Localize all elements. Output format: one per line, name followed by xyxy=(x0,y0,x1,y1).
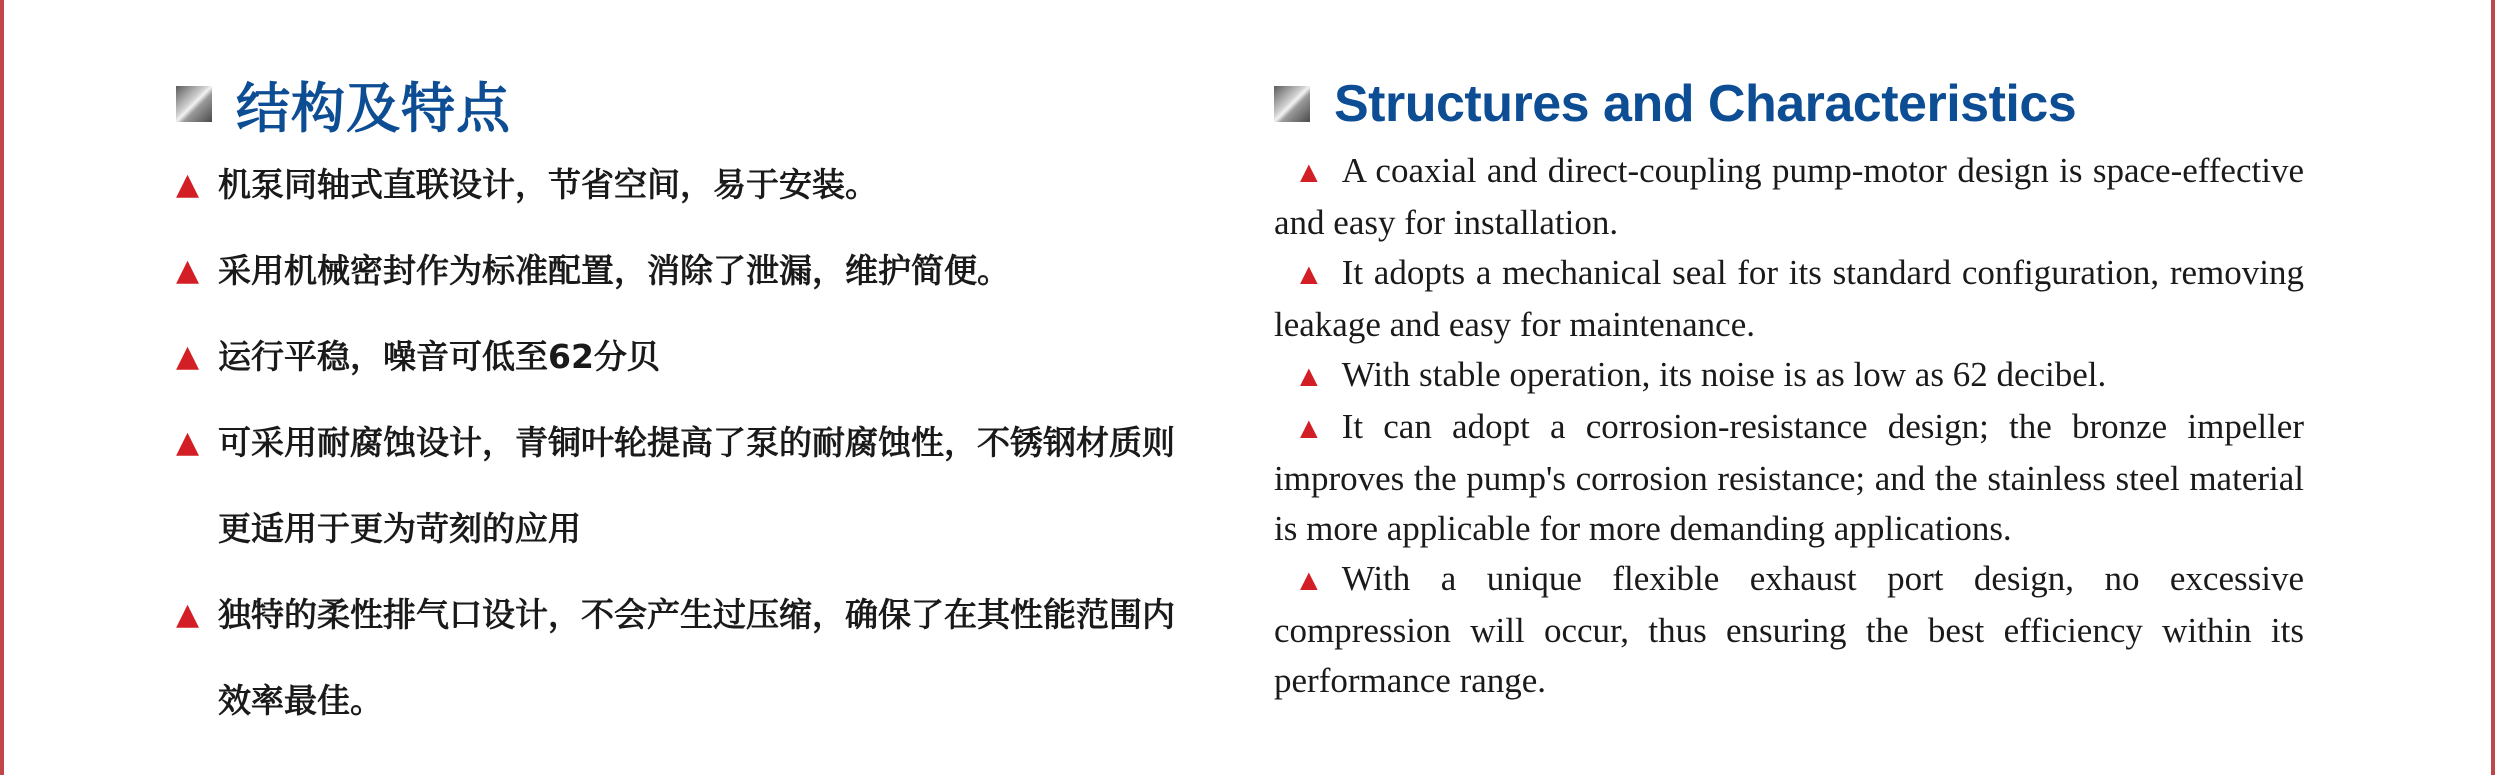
english-feature-text: It adopts a mechanical seal for its standard configuration, removing leakage and easy for maintenance. xyxy=(1274,253,2304,344)
chinese-feature-text: 独特的柔性排气口设计，不会产生过压缩，确保了在其性能范围内效率最佳。 xyxy=(218,595,1175,720)
triangle-bullet-icon: ▲ xyxy=(176,339,200,374)
english-feature-text: With stable operation, its noise is as low as 62 decibel. xyxy=(1341,355,2107,394)
english-feature-text: A coaxial and direct-coupling pump-motor design is space-effective and easy for installation. xyxy=(1274,151,2304,242)
english-feature-item xyxy=(1274,402,2304,554)
english-heading-text: Structures and Characteristics xyxy=(1334,75,2077,133)
english-feature-item xyxy=(1274,146,2304,248)
chinese-feature-item xyxy=(176,142,1196,228)
english-feature-item xyxy=(1274,350,2304,402)
chinese-heading-text: 结构及特点 xyxy=(236,76,511,140)
english-feature-item xyxy=(1274,248,2304,350)
english-feature-text: With a unique flexible exhaust port design, no excessive compression will occur, thus ensuring the best efficiency within its performance range. xyxy=(1274,559,2304,700)
chinese-heading xyxy=(176,68,1196,140)
chinese-feature-item xyxy=(176,314,1196,400)
triangle-bullet-icon: ▲ xyxy=(1294,412,1324,445)
triangle-bullet-icon: ▲ xyxy=(176,167,200,202)
triangle-bullet-icon: ▲ xyxy=(176,253,200,288)
english-heading xyxy=(1274,68,2304,140)
chinese-feature-item xyxy=(176,228,1196,314)
chinese-feature-list xyxy=(176,142,1196,744)
triangle-bullet-icon: ▲ xyxy=(176,597,200,632)
triangle-bullet-icon: ▲ xyxy=(1294,156,1324,189)
chinese-feature-text: 机泵同轴式直联设计，节省空间，易于安装。 xyxy=(218,165,878,204)
english-section xyxy=(1274,68,2304,706)
page-border-left xyxy=(0,0,4,775)
triangle-bullet-icon: ▲ xyxy=(1294,360,1324,393)
chinese-section xyxy=(176,68,1196,744)
chinese-feature-text: 运行平稳，噪音可低至62分贝 xyxy=(218,337,660,376)
triangle-bullet-icon: ▲ xyxy=(1294,258,1324,291)
chinese-feature-text: 可采用耐腐蚀设计，青铜叶轮提高了泵的耐腐蚀性，不锈钢材质则更适用于更为苛刻的应用 xyxy=(218,423,1175,548)
english-feature-item xyxy=(1274,554,2304,706)
heading-square-icon xyxy=(176,86,212,122)
triangle-bullet-icon: ▲ xyxy=(1294,564,1324,597)
english-feature-list xyxy=(1274,146,2304,706)
triangle-bullet-icon: ▲ xyxy=(176,425,200,460)
chinese-feature-text: 采用机械密封作为标准配置，消除了泄漏，维护简便。 xyxy=(218,251,1010,290)
chinese-feature-item xyxy=(176,400,1196,572)
heading-square-icon xyxy=(1274,86,1310,122)
chinese-feature-item xyxy=(176,572,1196,744)
english-feature-text: It can adopt a corrosion-resistance design; the bronze impeller improves the pump's corrosion resistance; and the stainless steel material is more applicable for more demanding applications. xyxy=(1274,407,2304,548)
page-border-right xyxy=(2491,0,2495,775)
